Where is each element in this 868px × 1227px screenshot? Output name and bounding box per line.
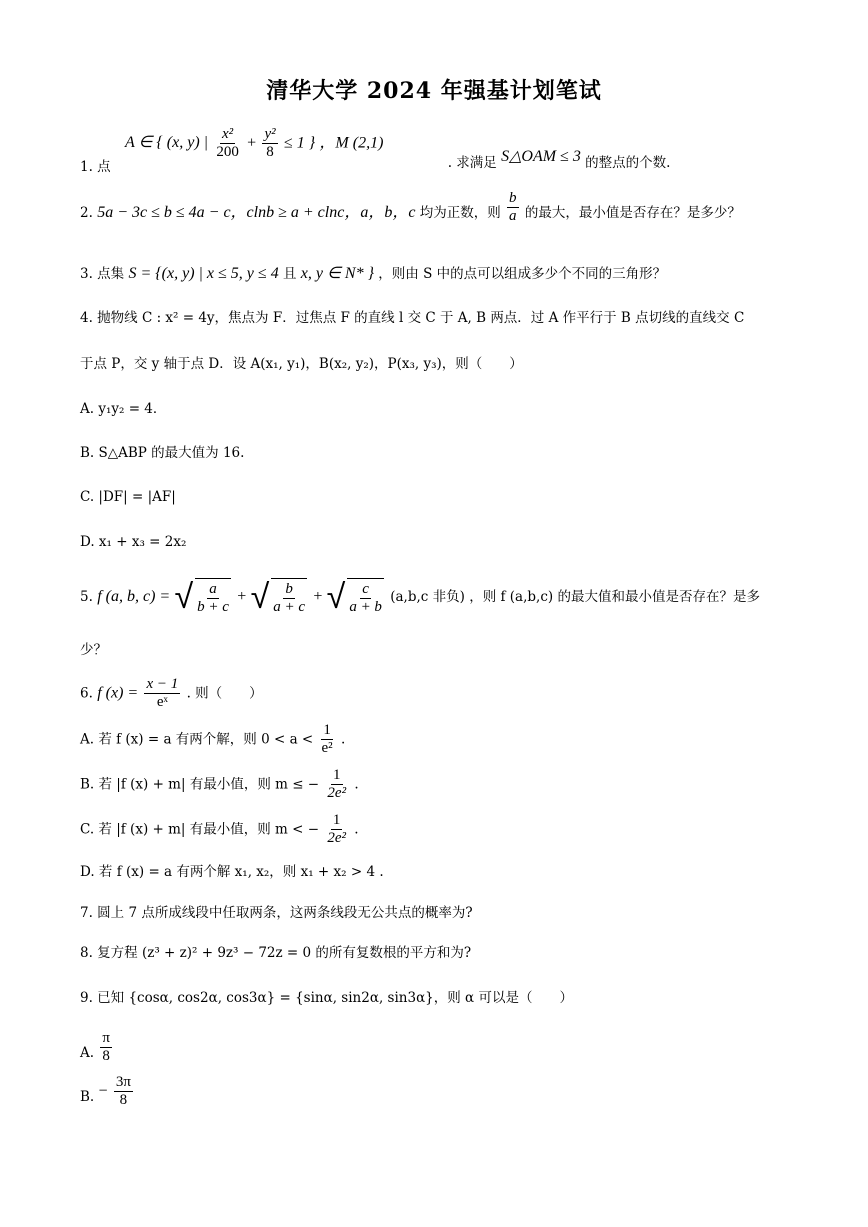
q2-frac (507, 190, 519, 226)
q9-opt-a-frac (100, 1030, 112, 1066)
question-2 (80, 190, 741, 226)
question-5: 5. f (a, b, c) = √ $\frac{a}{b + c}$ + √ $\frac{b}{a + c}$ + √ $\frac{c}{a + b}$ (a,b,c 非负) ，则 f (a,b,c) 的最大值和最小值是否存在？是多 (80, 577, 760, 618)
q3-tail: ，则由 S 中的点可以组成多少个不同的三角形？ (378, 266, 667, 282)
q1-condition: S△OAM ≤ 3 (501, 148, 581, 166)
q6-opt-a-tail: . (340, 731, 346, 748)
q2-math: 5a − 3c ≤ b ≤ 4a − c，clnb ≥ a + clnc，a，b，c (97, 204, 416, 222)
q9-opt-a-num: π (100, 1030, 112, 1048)
question-4-option-d: D. x₁ + x₃ = 2x₂ (80, 534, 187, 550)
q2-number: 2. (80, 205, 93, 222)
q5-text: ，则 f (a,b,c) 的最大值和最小值是否存在？是多 (469, 588, 760, 605)
q6-opt-a-text: A. 若 f (x) = a 有两个解，则 0 < a < (80, 731, 314, 748)
q9-opt-b-label: B. (80, 1089, 95, 1106)
q1-frac-x (214, 126, 241, 162)
q6-frac-den: eˣ (156, 694, 168, 711)
q6-opt-b-tail: . (354, 776, 359, 793)
question-6-option-d: D. 若 f (x) = a 有两个解 x₁, x₂，则 x₁ + x₂ > 4 . (80, 864, 384, 880)
page-title: 清华大学 2024 年强基计划笔试 (266, 78, 602, 104)
q6-opt-a-den: e² (321, 740, 333, 757)
question-3 (80, 266, 666, 282)
q6-opt-c-text: C. 若 |f (x) + m| 有最小值，则 m < − (80, 821, 320, 838)
q5-d1: b + c (197, 599, 229, 616)
q6-opt-a-num: 1 (321, 722, 333, 740)
q1-point: ，M (2,1) (319, 134, 384, 152)
q6-tail: . 则（ ） (186, 685, 263, 702)
question-9-option-a (80, 1030, 114, 1066)
q6-opt-c-tail: . (354, 821, 359, 838)
q1-frac-x-num: x² (220, 126, 235, 144)
q5-n3: c (360, 581, 371, 599)
q1-number: 1. 点 (80, 159, 111, 176)
question-6-option-c (80, 812, 359, 848)
q1-frac-y-den: 8 (266, 144, 274, 161)
q9-opt-a-label: A. (80, 1045, 95, 1062)
q6-frac-num: x − 1 (144, 676, 180, 694)
q6-opt-c-den: 2e² (327, 830, 346, 847)
q5-d2: a + c (273, 599, 306, 616)
question-9-option-b (80, 1074, 135, 1110)
question-4-line-1: 4. 抛物线 C : x² = 4y，焦点为 F．过焦点 F 的直线 l 交 C 于 A, B 两点．过 A 作平行于 B 点切线的直线交 C (80, 310, 745, 326)
q6-opt-a-frac (320, 722, 335, 758)
question-4-option-b: B. S△ABP 的最大值为 16. (80, 445, 245, 461)
question-8: 8. 复方程 (z³ + z)² + 9z³ − 72z = 0 的所有复数根的平方和为? (80, 945, 472, 961)
q6-opt-c-num: 1 (331, 812, 343, 830)
q6-lhs: f (x) = (97, 684, 139, 702)
q9-opt-b-num: 3π (114, 1074, 133, 1092)
q6-opt-b-frac (325, 767, 348, 803)
q3-number: 3. 点集 (80, 266, 125, 282)
q9-opt-a-den: 8 (102, 1048, 110, 1065)
q5-sqrt-3: √ $\frac{c}{a + b}$ (326, 577, 382, 618)
question-6-option-a (80, 722, 345, 758)
q5-d3: a + b (349, 599, 382, 616)
question-5-line-2: 少？ (80, 642, 107, 658)
q5-number: 5. (80, 588, 93, 605)
q6-number: 6. (80, 685, 93, 702)
q3-and: 且 (282, 266, 297, 282)
q9-opt-b-frac (114, 1074, 133, 1110)
question-7: 7. 圆上 7 点所成线段中任取两条，这两条线段无公共点的概率为? (80, 905, 473, 921)
q2-frac-den: a (509, 208, 517, 225)
q5-sqrt-2: √ $\frac{b}{a + c}$ (250, 577, 306, 618)
q5-cond: (a,b,c 非负) (390, 588, 465, 605)
q9-opt-b-den: 8 (119, 1092, 128, 1109)
question-9: 9. 已知 {cosα, cos2α, cos3α} = {sinα, sin2α, sin3α}，则 α 可以是（ ） (80, 990, 573, 1006)
q6-opt-b-den: 2e² (327, 785, 347, 802)
q1-set: A ∈ { (x, y) | (124, 134, 209, 152)
question-4-option-c: C. |DF| = |AF| (80, 489, 176, 505)
q1-text: . 求满足 (447, 155, 497, 172)
q9-opt-b-sign: − (98, 1082, 108, 1100)
q1-frac-y-num: y² (262, 126, 277, 144)
question-4-option-a: A. y₁y₂ = 4． (80, 401, 167, 417)
q6-frac (144, 676, 180, 712)
q5-lhs: f (a, b, c) = (97, 587, 171, 605)
q1-frac-x-den: 200 (216, 144, 239, 161)
q5-n2: b (283, 581, 295, 599)
q1-leq: ≤ 1 } (283, 134, 316, 152)
q2-frac-num: b (507, 190, 519, 208)
question-6 (80, 676, 263, 712)
q1-tail: 的整点的个数. (585, 155, 671, 172)
q3-set: S = {(x, y) | x ≤ 5, y ≤ 4 (128, 265, 279, 282)
q6-opt-b-num: 1 (331, 767, 343, 785)
q5-n1: a (207, 581, 219, 599)
q6-opt-c-frac (325, 812, 348, 848)
q2-text1: 均为正数，则 (419, 205, 501, 222)
question-1: 1. 点 A ∈ { (x, y) | $\frac{\text{x²}}{200}$ + $\frac{\text{y²}}{8}$ ≤ 1 } ，M (2,1) . 求满足 S△OAM ≤ 3 的整点的个数. (80, 126, 671, 176)
q5-sqrt-1: √ $\frac{a}{b + c}$ (174, 577, 229, 618)
q6-opt-b-text: B. 若 |f (x) + m| 有最小值，则 m ≤ − (80, 776, 320, 793)
question-4-line-2: 于点 P，交 y 轴于点 D．设 A(x₁, y₁)，B(x₂, y₂)，P(x₃, y₃)，则（ ） (80, 356, 523, 372)
q2-text2: 的最大，最小值是否存在？是多少？ (524, 205, 741, 222)
question-6-option-b (80, 767, 359, 803)
q3-cond: x, y ∈ N* } (300, 265, 374, 282)
q1-frac-y (262, 126, 277, 162)
